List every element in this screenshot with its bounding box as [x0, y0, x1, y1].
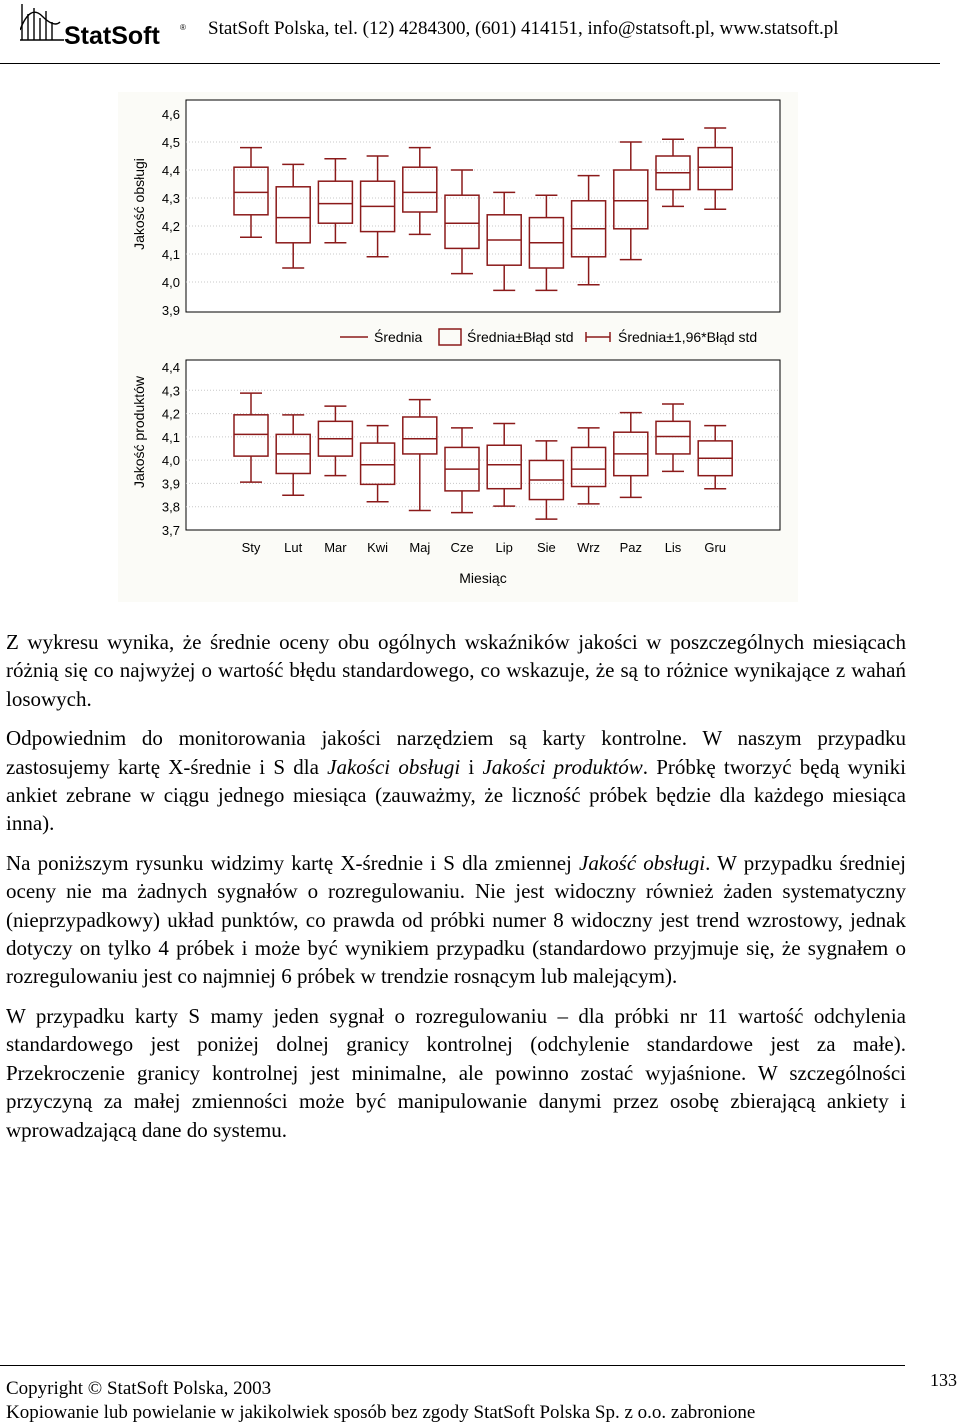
legend-se-label: Średnia±Błąd std [467, 329, 574, 345]
y-tick-label: 4,6 [161, 107, 180, 122]
footer-copyright: Copyright © StatSoft Polska, 2003 [6, 1378, 272, 1399]
paragraph-run: W przypadku karty S mamy jeden sygnał o rozregulowaniu – dla próbki nr 11 wartość odchylenia standardowego jest poniżej dolnej granicy kontrolnej (odchylenie standardowe jest za małe). Przekroczenie granicy kontrolnej jest minimalne, ale powinno zostać wyjaśnione. W szczególności przyczyną za małej zmienności może być manipulowanie danymi przez osobę zbierającą ankiety i wprowadzającą dane do systemu. [6, 1003, 906, 1142]
paragraph [6, 849, 906, 991]
y-tick-label: 3,9 [161, 303, 180, 318]
footer-notice: Kopiowanie lub powielanie w jakikolwiek sposób bez zgody StatSoft Polska Sp. z o.o. zabronione [6, 1402, 756, 1423]
paragraph-italic-run: Jakości produktów [482, 754, 643, 779]
top-panel-frame [186, 100, 780, 312]
paragraph-italic-run: Jakość obsługi [579, 850, 706, 875]
y-tick-label: 4,4 [161, 163, 180, 178]
header-divider [0, 63, 940, 64]
x-tick-label: Gru [704, 540, 727, 555]
x-axis-label: Miesiąc [459, 570, 507, 586]
y-tick-label: 4,0 [161, 275, 180, 290]
bottom-panel-frame [186, 360, 780, 530]
x-tick-label: Mar [324, 540, 347, 555]
x-tick-label: Cze [450, 540, 474, 555]
registered-mark: ® [180, 23, 186, 32]
y-tick-label: 4,2 [161, 406, 180, 422]
page-number: 133 [930, 1370, 957, 1390]
top-panel-y-label: Jakość obsługi [131, 158, 147, 250]
x-tick-label: Wrz [577, 540, 601, 555]
y-tick-label: 4,2 [161, 219, 180, 234]
statsoft-logo [20, 2, 206, 53]
x-tick-label: Maj [409, 540, 431, 555]
legend-mean-label: Średnia [374, 329, 423, 345]
x-tick-label: Sie [537, 540, 556, 555]
y-tick-label: 3,7 [161, 523, 180, 538]
y-tick-label: 4,3 [161, 191, 180, 206]
paragraph-italic-run: Jakości obsługi [327, 754, 461, 779]
paragraph-run: i [460, 754, 483, 779]
y-tick-label: 4,3 [161, 383, 180, 399]
chart-legend [340, 328, 757, 345]
y-tick-label: 4,1 [161, 247, 180, 262]
chart-svg [118, 92, 798, 602]
y-tick-label: 3,8 [161, 499, 180, 515]
figure-box-plots [118, 92, 798, 607]
page-header [0, 0, 960, 66]
y-tick-label: 4,0 [161, 453, 180, 469]
paragraph-run: . W przypadku średniej oceny nie ma żadnych sygnałów o rozregulowaniu. Nie jest widoczny również żaden systematyczny (nieprzypadkowy) układ punktów, co prawda od próbki numer 8 widoczny jest trend wzrostowy, jednak dotyczy on tylko 4 próbek i może być wynikiem przypadku (standardowo przyjmuje się, że sygnałem o rozregulowaniu jest co najmniej 6 próbek w trendzie rosnącym lub malejącym). [6, 850, 906, 989]
paragraph [6, 724, 906, 838]
y-tick-label: 4,1 [161, 429, 180, 445]
x-tick-label: Sty [241, 540, 261, 555]
statsoft-logo-graphic [20, 2, 206, 48]
footer-divider [0, 1365, 905, 1366]
header-contact: StatSoft Polska, tel. (12) 4284300, (601) 414151, info@statsoft.pl, www.statsoft.pl [208, 18, 839, 39]
x-tick-label: Kwi [367, 540, 389, 555]
paragraph-run: . Próbkę tworzyć będą wyniki ankiet zebrane w ciągu jednego miesiąca (zauważmy, że liczność próbek będzie dla każdego miesiąca inna). [6, 754, 907, 836]
y-tick-label: 4,4 [161, 360, 180, 375]
body-text [6, 628, 906, 1155]
legend-ci-label: Średnia±1,96*Błąd std [618, 329, 758, 345]
y-tick-label: 3,9 [161, 476, 180, 492]
paragraph-run: Odpowiednim do monitorowania jakości narzędziem są karty kontrolne. W naszym przypadku zastosujemy kartę X-średnie i S dla [6, 726, 906, 779]
paragraph [6, 1002, 906, 1144]
bottom-panel-y-label: Jakość produktów [131, 375, 147, 489]
logo-text: StatSoft [64, 22, 160, 48]
y-tick-label: 4,5 [161, 135, 180, 150]
x-tick-label: Lut [284, 540, 303, 555]
paragraph [6, 628, 906, 713]
paragraph-run: Na poniższym rysunku widzimy kartę X-średnie i S dla zmiennej [6, 850, 579, 875]
x-tick-label: Paz [619, 540, 643, 555]
x-tick-label: Lip [495, 540, 513, 555]
x-tick-label: Lis [664, 540, 682, 555]
paragraph-run: Z wykresu wynika, że średnie oceny obu ogólnych wskaźników jakości w poszczególnych miesiącach różnią się co najwyżej o wartość błędu standardowego, co wskazuje, że są to różnice wynikające z wahań losowych. [6, 630, 906, 711]
